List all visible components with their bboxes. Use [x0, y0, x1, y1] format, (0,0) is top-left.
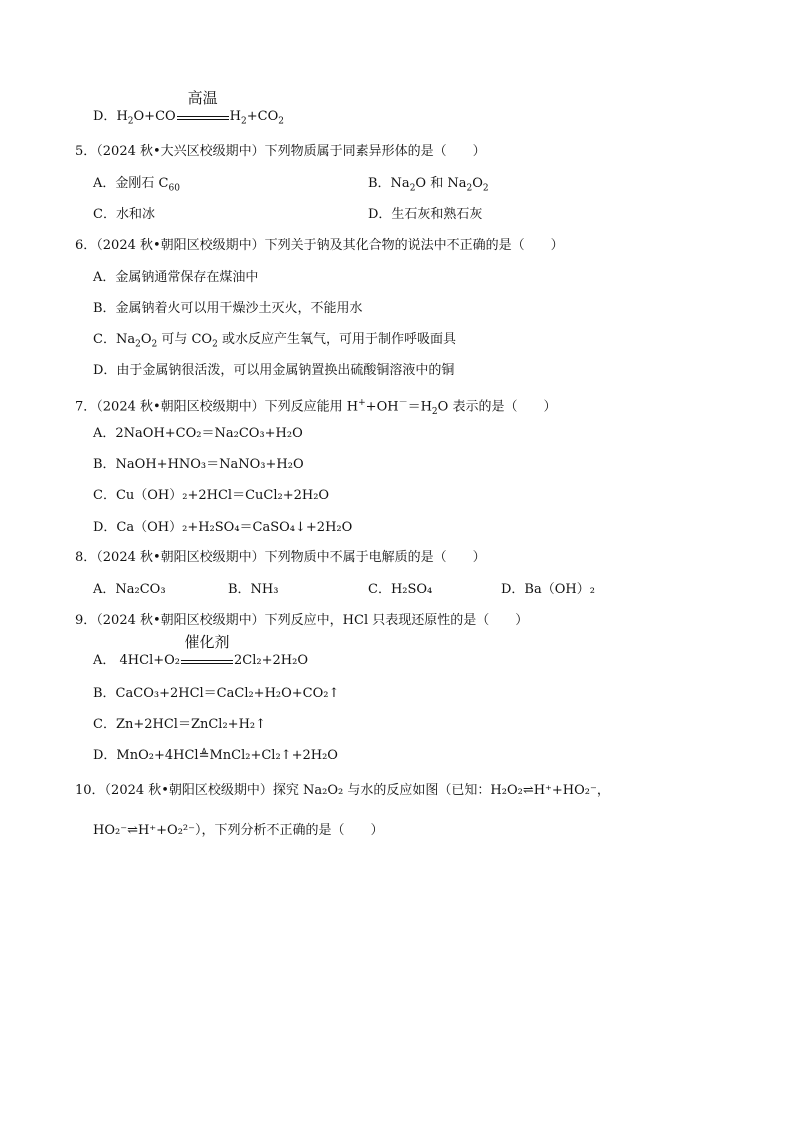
q8-option-c: C．H₂SO₄: [368, 582, 433, 597]
q7-option-c: C．Cu（OH）₂+2HCl＝CuCl₂+2H₂O: [93, 488, 330, 503]
q6-option-a: A．金属钠通常保存在煤油中: [93, 270, 259, 285]
q6-option-b: B．金属钠着火可以用干燥沙土灭火，不能用水: [93, 301, 363, 316]
q9-option-c: C．Zn+2HCl＝ZnCl₂+H₂↑: [93, 717, 267, 732]
q8-option-a: A．Na₂CO₃: [93, 582, 166, 597]
q5-option-d: D．生石灰和熟石灰: [368, 207, 483, 222]
reaction-condition: 催化剂: [181, 651, 233, 664]
question-10-stem-line2: HO₂⁻⇌H⁺+O₂²⁻），下列分析不正确的是（ ）: [93, 823, 384, 838]
question-8-stem: 8．（2024 秋•朝阳区校级期中）下列物质中不属于电解质的是（ ）: [75, 550, 486, 565]
q9-option-d: D．MnO₂+4HCl≜MnCl₂+Cl₂↑+2H₂O: [93, 748, 338, 763]
q7-option-a: A．2NaOH+CO₂＝Na₂CO₃+H₂O: [93, 426, 303, 441]
q6-option-c: C．$Na_2O_2$ 可与 $CO_2$ 或水反应产生氧气，可用于制作呼吸面具: [93, 332, 456, 350]
question-5-stem: 5．（2024 秋•大兴区校级期中）下列物质属于同素异形体的是（ ）: [75, 144, 486, 159]
question-10-stem-line1: 10．（2024 秋•朝阳区校级期中）探究 Na₂O₂ 与水的反应如图（已知：H₂O₂⇌H⁺+HO₂⁻，: [75, 783, 610, 798]
q7-option-d: D．Ca（OH）₂+H₂SO₄＝CaSO₄↓+2H₂O: [93, 520, 353, 535]
q5-option-b: B．$Na_2O$ 和 $Na_2O_2$: [368, 176, 489, 194]
q5-option-a: A．金刚石 $C_{60}$: [93, 176, 180, 194]
q6-option-d: D．由于金属钠很活泼，可以用金属钠置换出硫酸铜溶液中的铜: [93, 363, 455, 378]
q8-option-b: B．NH₃: [228, 582, 279, 597]
reaction-condition: 高温: [177, 107, 229, 120]
q4-option-d: D．$H_2O+CO$ 高温 $H_2+CO_2$: [93, 89, 284, 127]
q9-option-b: B．CaCO₃+2HCl＝CaCl₂+H₂O+CO₂↑: [93, 686, 340, 701]
question-9-stem: 9．（2024 秋•朝阳区校级期中）下列反应中，HCl 只表现还原性的是（ ）: [75, 613, 529, 628]
q5-option-c: C．水和冰: [93, 207, 155, 222]
question-7-stem: 7．（2024 秋•朝阳区校级期中）下列反应能用 $H^++OH^-=H_2O$ 表示的是（ ）: [75, 398, 557, 417]
q9-option-a: A． 4HCl+O₂ 催化剂 2Cl₂+2H₂O: [93, 633, 308, 668]
q7-option-b: B．NaOH+HNO₃＝NaNO₃+H₂O: [93, 457, 304, 472]
question-6-stem: 6．（2024 秋•朝阳区校级期中）下列关于钠及其化合物的说法中不正确的是（ ）: [75, 238, 564, 253]
q8-option-d: D．Ba（OH）₂: [501, 582, 595, 597]
